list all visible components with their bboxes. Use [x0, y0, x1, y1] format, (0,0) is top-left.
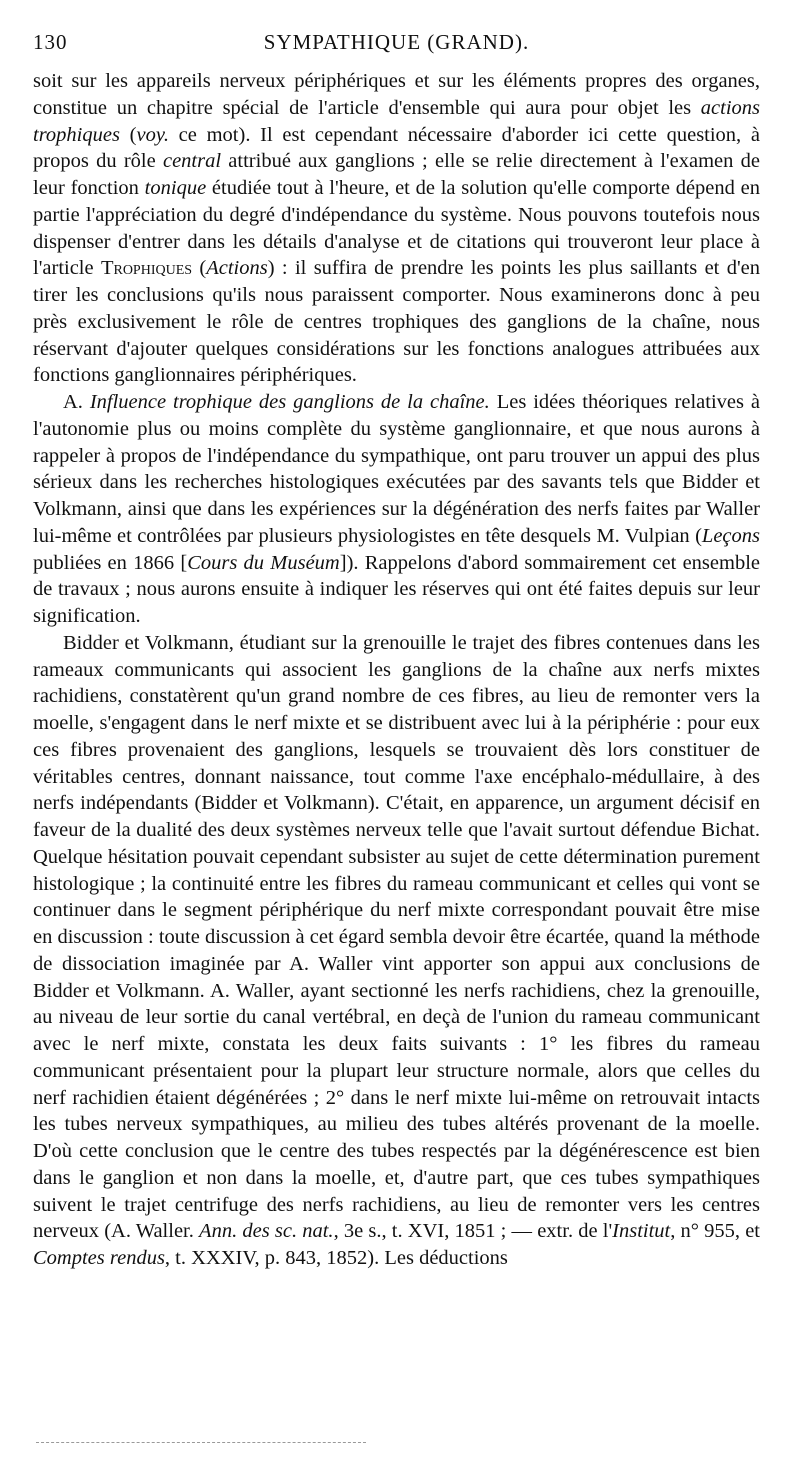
italic-text: voy.: [136, 123, 169, 146]
text-run: ]). Rappelons d'abord sommairement cet ensemble de travaux ; nous aurons ensuite à indiquer les réserves qui ont été faites depuis sur leur signification.: [33, 551, 760, 627]
paragraph: [33, 630, 760, 1272]
paragraph: [33, 389, 760, 630]
footer-rule: [36, 1442, 366, 1443]
text-run: , 3e s., t. XVI, 1851 ; — extr. de l': [333, 1220, 613, 1243]
italic-text: Influence trophique des ganglions de la chaîne.: [89, 391, 490, 413]
italic-text: actions trophiques: [33, 96, 760, 146]
running-title: SYMPATHIQUE (GRAND).: [263, 30, 530, 54]
text-run: , t. XXXIV, p. 843, 1852). Les déductions: [164, 1247, 508, 1269]
text-run: publiées en 1866 [: [33, 551, 188, 574]
text-run: attribué aux ganglions ; elle se relie directement à l'examen de leur fonction: [33, 150, 760, 199]
text-run: Les idées théoriques relatives à l'autonomie plus ou moins complète du système ganglionnaire, et que nous aurons à rappeler à propos de l'indépendance du sympathique, ont paru trouver un appui des plus sérieux dans les recherches histologiques exécutées par des savants tels que Bidder et Volkmann, ainsi que dans les expériences sur la dégénération des nerfs faites par Waller lui-même et contrôlées par plusieurs physiologistes en tête desquels M. Vulpian (: [33, 391, 760, 547]
body-text: [33, 68, 760, 1272]
smallcaps-text: Trophiques: [100, 257, 193, 280]
italic-text: Actions: [206, 257, 268, 280]
page-header: [33, 30, 760, 60]
italic-text: Institut: [612, 1220, 671, 1243]
text-run: ) : il suffira de prendre les points les plus saillants et d'en tirer les conclusions qu'ils nous paraissent comporter. Nous examinerons donc à peu près exclusivement le rôle de centres trophiques des ganglions de la chaîne, nous réservant d'ajouter quelques considérations sur les fonctions analogues attribuées aux fonctions ganglionnaires périphériques.: [33, 257, 761, 387]
italic-text: tonique: [144, 177, 207, 199]
text-run: étudiée tout à l'heure, et de la solution qu'elle comporte dépend en partie l'appréciation du degré d'indépendance du système. Nous pouvons toutefois nous dispenser d'entrer dans les détails d'analyse et de citations qui trouveront leur place à l'article: [33, 177, 760, 280]
text-run: A.: [63, 391, 90, 413]
italic-text: Ann. des sc. nat.: [199, 1220, 334, 1243]
text-run: soit sur les appareils nerveux périphériques et sur les éléments propres des organes, constitue un chapitre spécial de l'article d'ensemble qui aura pour objet les: [33, 70, 760, 119]
italic-text: Comptes rendus: [33, 1247, 165, 1269]
text-run: Bidder et Volkmann, étudiant sur la grenouille le trajet des fibres contenues dans les rameaux communicants qui associent les ganglions de la chaîne aux nerfs mixtes rachidiens, constatèrent qu'un grand nombre de ces fibres, au lieu de remonter vers la moelle, s'engagent dans le nerf mixte et se distribuent avec lui à la périphérie : pour eux ces fibres provenaient des ganglions, lesquels se trouvaient dès lors constituer de véritables centres, donnant naissance, tout comme l'axe encéphalo-médullaire, à des nerfs indépendants (Bidder et Volkmann). C'était, en apparence, un argument décisif en faveur de la dualité des deux systèmes nerveux telle que l'avait surtout défendue Bichat. Quelque hésitation pouvait cependant subsister au sujet de cette détermination purement histologique ; la continuité entre les fibres du rameau communicant et celles qui vont se continuer dans le segment périphérique du nerf mixte correspondant pouvait être mise en discussion : toute discussion à cet égard sembla devoir être écartée, quand la méthode de dissociation imaginée par A. Waller vint apporter son appui aux conclusions de Bidder et Volkmann. A. Waller, ayant sectionné les nerfs rachidiens, chez la grenouille, au niveau de leur sortie du canal vertébral, en deçà de l'union du rameau communicant avec le nerf mixte, constata les deux faits suivants : 1° les fibres du rameau communicant présentaient pour la plupart leur structure normale, alors que celles du nerf rachidien étaient dégénérées ; 2° dans le nerf mixte lui-même on retrouvait intacts les tubes nerveux sympathiques, au milieu des tubes altérés provenant de la moelle. D'où cette conclusion que le centre des tubes respectés par la dégénérescence est bien dans le ganglion et non dans la moelle, et, d'autre part, que ces tubes sympathiques suivent le trajet centrifuge des nerfs rachidiens, au lieu de remonter vers les centres nerveux (A. Waller.: [33, 631, 760, 1243]
text-run: , n° 955, et: [670, 1220, 761, 1243]
italic-text: Cours du Muséum: [187, 551, 340, 574]
italic-text: central: [162, 150, 222, 173]
text-run: ce mot). Il est cependant nécessaire d'aborder ici cette question, à propos du rôle: [33, 123, 761, 173]
page-number: 130: [33, 30, 68, 54]
text-run: (: [119, 123, 137, 146]
text-run: (: [192, 257, 207, 280]
paragraph: [33, 68, 760, 389]
italic-text: Leçons: [701, 524, 760, 547]
